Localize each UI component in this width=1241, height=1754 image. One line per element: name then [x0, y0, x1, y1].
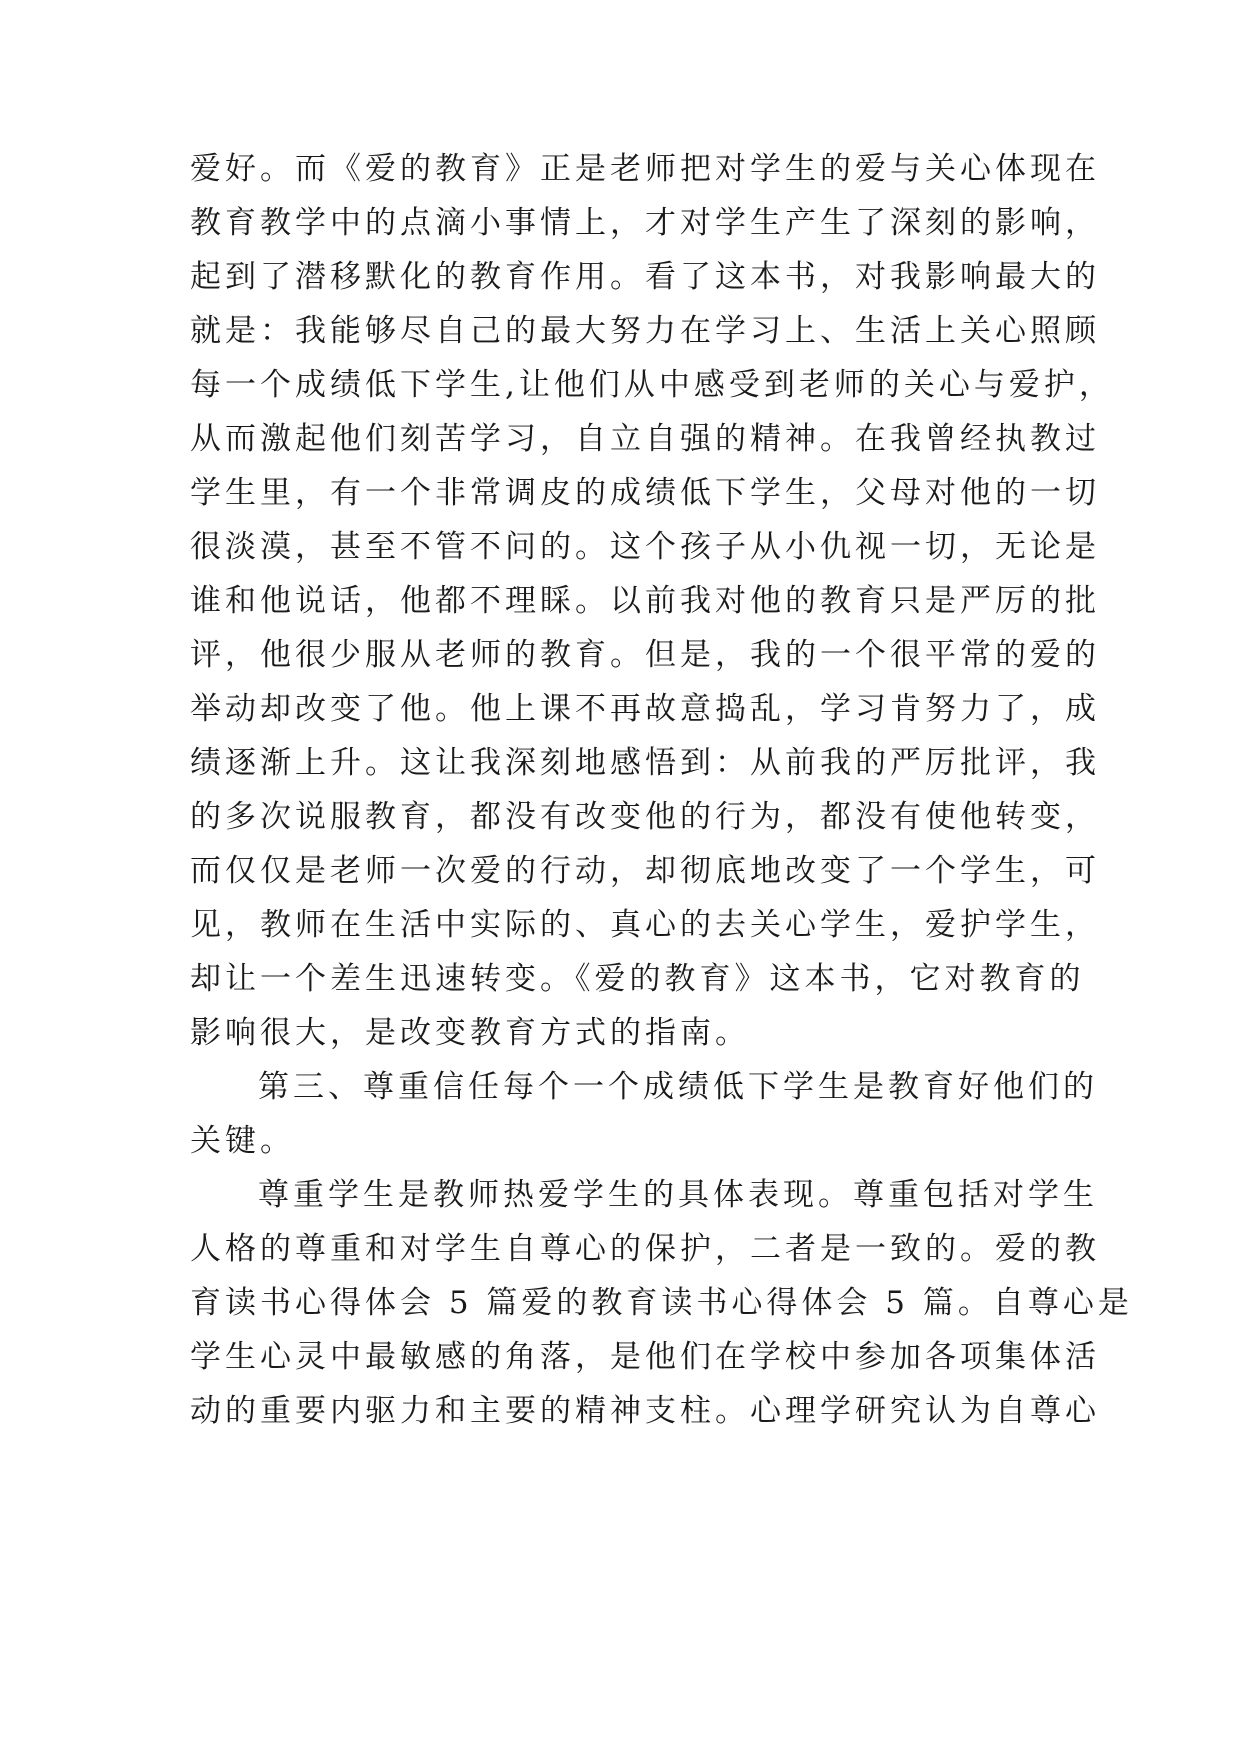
text-line: 举动却改变了他。他上课不再故意捣乱，学习肯努力了，成	[190, 691, 1100, 727]
section-heading-line: 第三、尊重信任每个一个成绩低下学生是教育好他们的	[258, 1069, 1098, 1105]
text-line: 影响很大，是改变教育方式的指南。	[190, 1015, 750, 1051]
text-line: 就是：我能够尽自己的最大努力在学习上、生活上关心照顾	[190, 313, 1100, 349]
text-line: 人格的尊重和对学生自尊心的保护，二者是一致的。爱的教	[190, 1231, 1100, 1267]
text-line: 谁和他说话，他都不理睬。以前我对他的教育只是严厉的批	[190, 583, 1100, 619]
section-heading-line: 关键。	[190, 1123, 295, 1159]
text-line: 学生心灵中最敏感的角落，是他们在学校中参加各项集体活	[190, 1339, 1100, 1375]
text-line: 绩逐渐上升。这让我深刻地感悟到：从前我的严厉批评，我	[190, 745, 1100, 781]
text-line: 爱好。而《爱的教育》正是老师把对学生的爱与关心体现在	[190, 151, 1100, 187]
text-line: 动的重要内驱力和主要的精神支柱。心理学研究认为自尊心	[190, 1393, 1100, 1429]
text-line: 教育教学中的点滴小事情上，才对学生产生了深刻的影响，	[190, 205, 1100, 241]
text-line: 的多次说服教育，都没有改变他的行为，都没有使他转变，	[190, 799, 1100, 835]
text-line: 起到了潜移默化的教育作用。看了这本书，对我影响最大的	[190, 259, 1100, 295]
text-line: 育读书心得体会 5 篇爱的教育读书心得体会 5 篇。自尊心是	[190, 1285, 1133, 1321]
text-line: 评，他很少服从老师的教育。但是，我的一个很平常的爱的	[190, 637, 1100, 673]
text-line: 很淡漠，甚至不管不问的。这个孩子从小仇视一切，无论是	[190, 529, 1100, 565]
text-line: 而仅仅是老师一次爱的行动，却彻底地改变了一个学生，可	[190, 853, 1100, 889]
text-line: 却让一个差生迅速转变。《爱的教育》这本书，它对教育的	[190, 961, 1085, 997]
text-line: 尊重学生是教师热爱学生的具体表现。尊重包括对学生	[258, 1177, 1098, 1213]
text-line: 每一个成绩低下学生,让他们从中感受到老师的关心与爱护，	[190, 367, 1114, 403]
text-line: 从而激起他们刻苦学习，自立自强的精神。在我曾经执教过	[190, 421, 1100, 457]
text-line: 见，教师在生活中实际的、真心的去关心学生，爱护学生，	[190, 907, 1100, 943]
text-line: 学生里，有一个非常调皮的成绩低下学生，父母对他的一切	[190, 475, 1100, 511]
